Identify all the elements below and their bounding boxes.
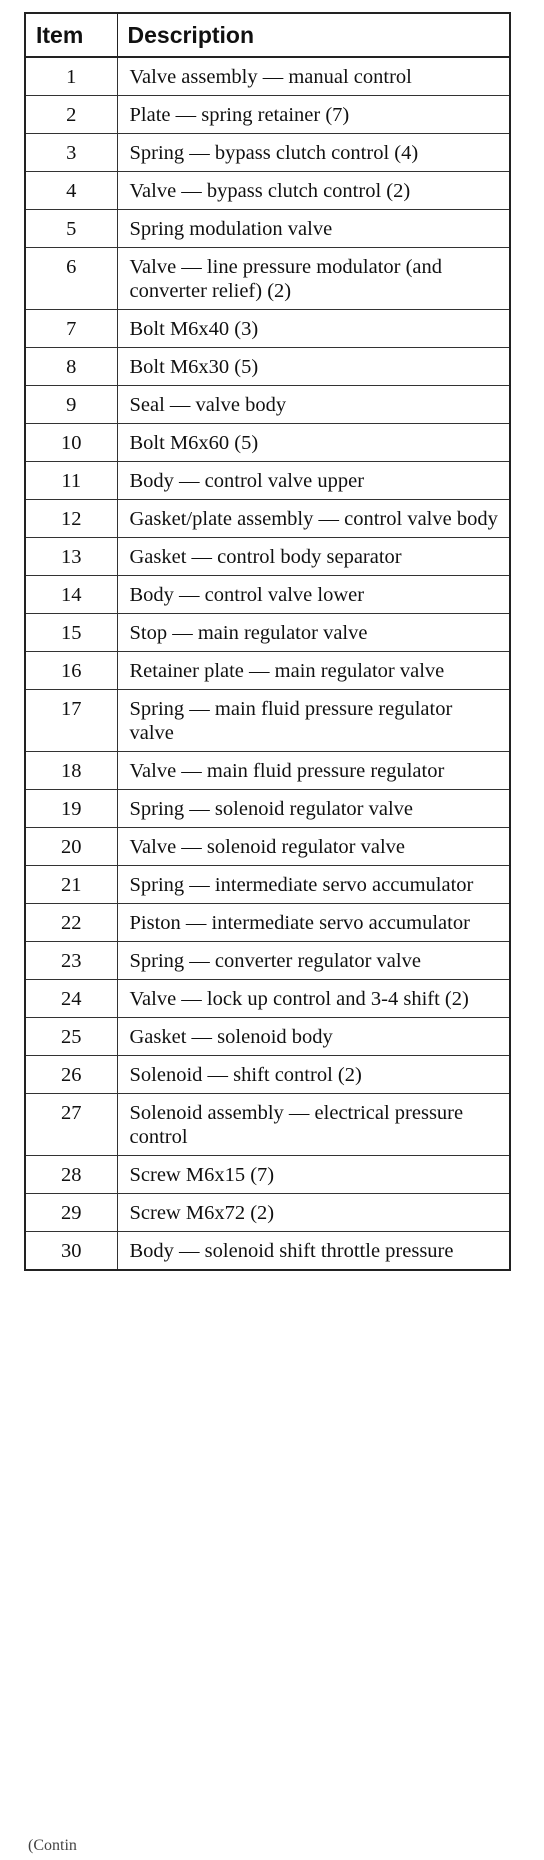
description-cell: Plate — spring retainer (7) [117, 96, 510, 134]
description-cell: Bolt M6x40 (3) [117, 310, 510, 348]
description-cell: Seal — valve body [117, 386, 510, 424]
table-row [25, 1232, 510, 1271]
description-cell: Spring — solenoid regulator valve [117, 790, 510, 828]
table-row [25, 1018, 510, 1056]
description-cell: Piston — intermediate servo accumulator [117, 904, 510, 942]
table-row [25, 576, 510, 614]
continued-note: (Contin [28, 1837, 77, 1854]
item-number-cell: 3 [25, 134, 117, 172]
description-cell: Spring — main fluid pressure regulator valve [117, 690, 510, 752]
table-row [25, 828, 510, 866]
description-cell: Gasket — solenoid body [117, 1018, 510, 1056]
description-cell: Body — control valve upper [117, 462, 510, 500]
description-cell: Gasket/plate assembly — control valve body [117, 500, 510, 538]
item-number-cell: 2 [25, 96, 117, 134]
description-cell: Body — solenoid shift throttle pressure [117, 1232, 510, 1271]
item-number-cell: 30 [25, 1232, 117, 1271]
item-number-cell: 5 [25, 210, 117, 248]
table-row [25, 1156, 510, 1194]
description-cell: Bolt M6x60 (5) [117, 424, 510, 462]
item-number-cell: 19 [25, 790, 117, 828]
table-row [25, 538, 510, 576]
description-cell: Solenoid — shift control (2) [117, 1056, 510, 1094]
description-cell: Bolt M6x30 (5) [117, 348, 510, 386]
description-cell: Body — control valve lower [117, 576, 510, 614]
item-number-cell: 29 [25, 1194, 117, 1232]
description-cell: Spring modulation valve [117, 210, 510, 248]
description-cell: Spring — converter regulator valve [117, 942, 510, 980]
description-cell: Retainer plate — main regulator valve [117, 652, 510, 690]
table-row [25, 1056, 510, 1094]
item-number-cell: 16 [25, 652, 117, 690]
table-row [25, 1094, 510, 1156]
description-cell: Valve — lock up control and 3-4 shift (2) [117, 980, 510, 1018]
item-number-cell: 6 [25, 248, 117, 310]
item-number-cell: 9 [25, 386, 117, 424]
description-cell: Solenoid assembly — electrical pressure control [117, 1094, 510, 1156]
item-number-cell: 13 [25, 538, 117, 576]
column-header-description: Description [117, 13, 510, 57]
item-number-cell: 12 [25, 500, 117, 538]
table-row [25, 462, 510, 500]
table-row [25, 172, 510, 210]
item-number-cell: 11 [25, 462, 117, 500]
item-number-cell: 10 [25, 424, 117, 462]
item-number-cell: 15 [25, 614, 117, 652]
description-cell: Gasket — control body separator [117, 538, 510, 576]
item-number-cell: 28 [25, 1156, 117, 1194]
description-cell: Screw M6x72 (2) [117, 1194, 510, 1232]
description-cell: Stop — main regulator valve [117, 614, 510, 652]
table-row [25, 1194, 510, 1232]
description-cell: Valve assembly — manual control [117, 57, 510, 96]
description-cell: Spring — intermediate servo accumulator [117, 866, 510, 904]
table-header-row [25, 13, 510, 57]
table-row [25, 942, 510, 980]
table-row [25, 134, 510, 172]
item-number-cell: 27 [25, 1094, 117, 1156]
item-number-cell: 14 [25, 576, 117, 614]
column-header-item: Item [25, 13, 117, 57]
description-cell: Valve — line pressure modulator (and converter relief) (2) [117, 248, 510, 310]
parts-table [24, 12, 511, 1271]
item-number-cell: 26 [25, 1056, 117, 1094]
item-number-cell: 23 [25, 942, 117, 980]
table-row [25, 690, 510, 752]
description-cell: Valve — bypass clutch control (2) [117, 172, 510, 210]
table-row [25, 96, 510, 134]
item-number-cell: 22 [25, 904, 117, 942]
table-body [25, 57, 510, 1270]
item-number-cell: 25 [25, 1018, 117, 1056]
table-row [25, 904, 510, 942]
table-row [25, 752, 510, 790]
item-number-cell: 17 [25, 690, 117, 752]
table-row [25, 790, 510, 828]
item-number-cell: 21 [25, 866, 117, 904]
item-number-cell: 4 [25, 172, 117, 210]
table-row [25, 652, 510, 690]
item-number-cell: 18 [25, 752, 117, 790]
item-number-cell: 1 [25, 57, 117, 96]
table-row [25, 310, 510, 348]
description-cell: Screw M6x15 (7) [117, 1156, 510, 1194]
item-number-cell: 24 [25, 980, 117, 1018]
description-cell: Spring — bypass clutch control (4) [117, 134, 510, 172]
description-cell: Valve — main fluid pressure regulator [117, 752, 510, 790]
item-number-cell: 7 [25, 310, 117, 348]
table-row [25, 424, 510, 462]
item-number-cell: 20 [25, 828, 117, 866]
table-row [25, 866, 510, 904]
description-cell: Valve — solenoid regulator valve [117, 828, 510, 866]
table-row [25, 248, 510, 310]
table-row [25, 57, 510, 96]
table-row [25, 500, 510, 538]
table-row [25, 614, 510, 652]
table-row [25, 348, 510, 386]
item-number-cell: 8 [25, 348, 117, 386]
table-row [25, 210, 510, 248]
table-row [25, 980, 510, 1018]
table-row [25, 386, 510, 424]
